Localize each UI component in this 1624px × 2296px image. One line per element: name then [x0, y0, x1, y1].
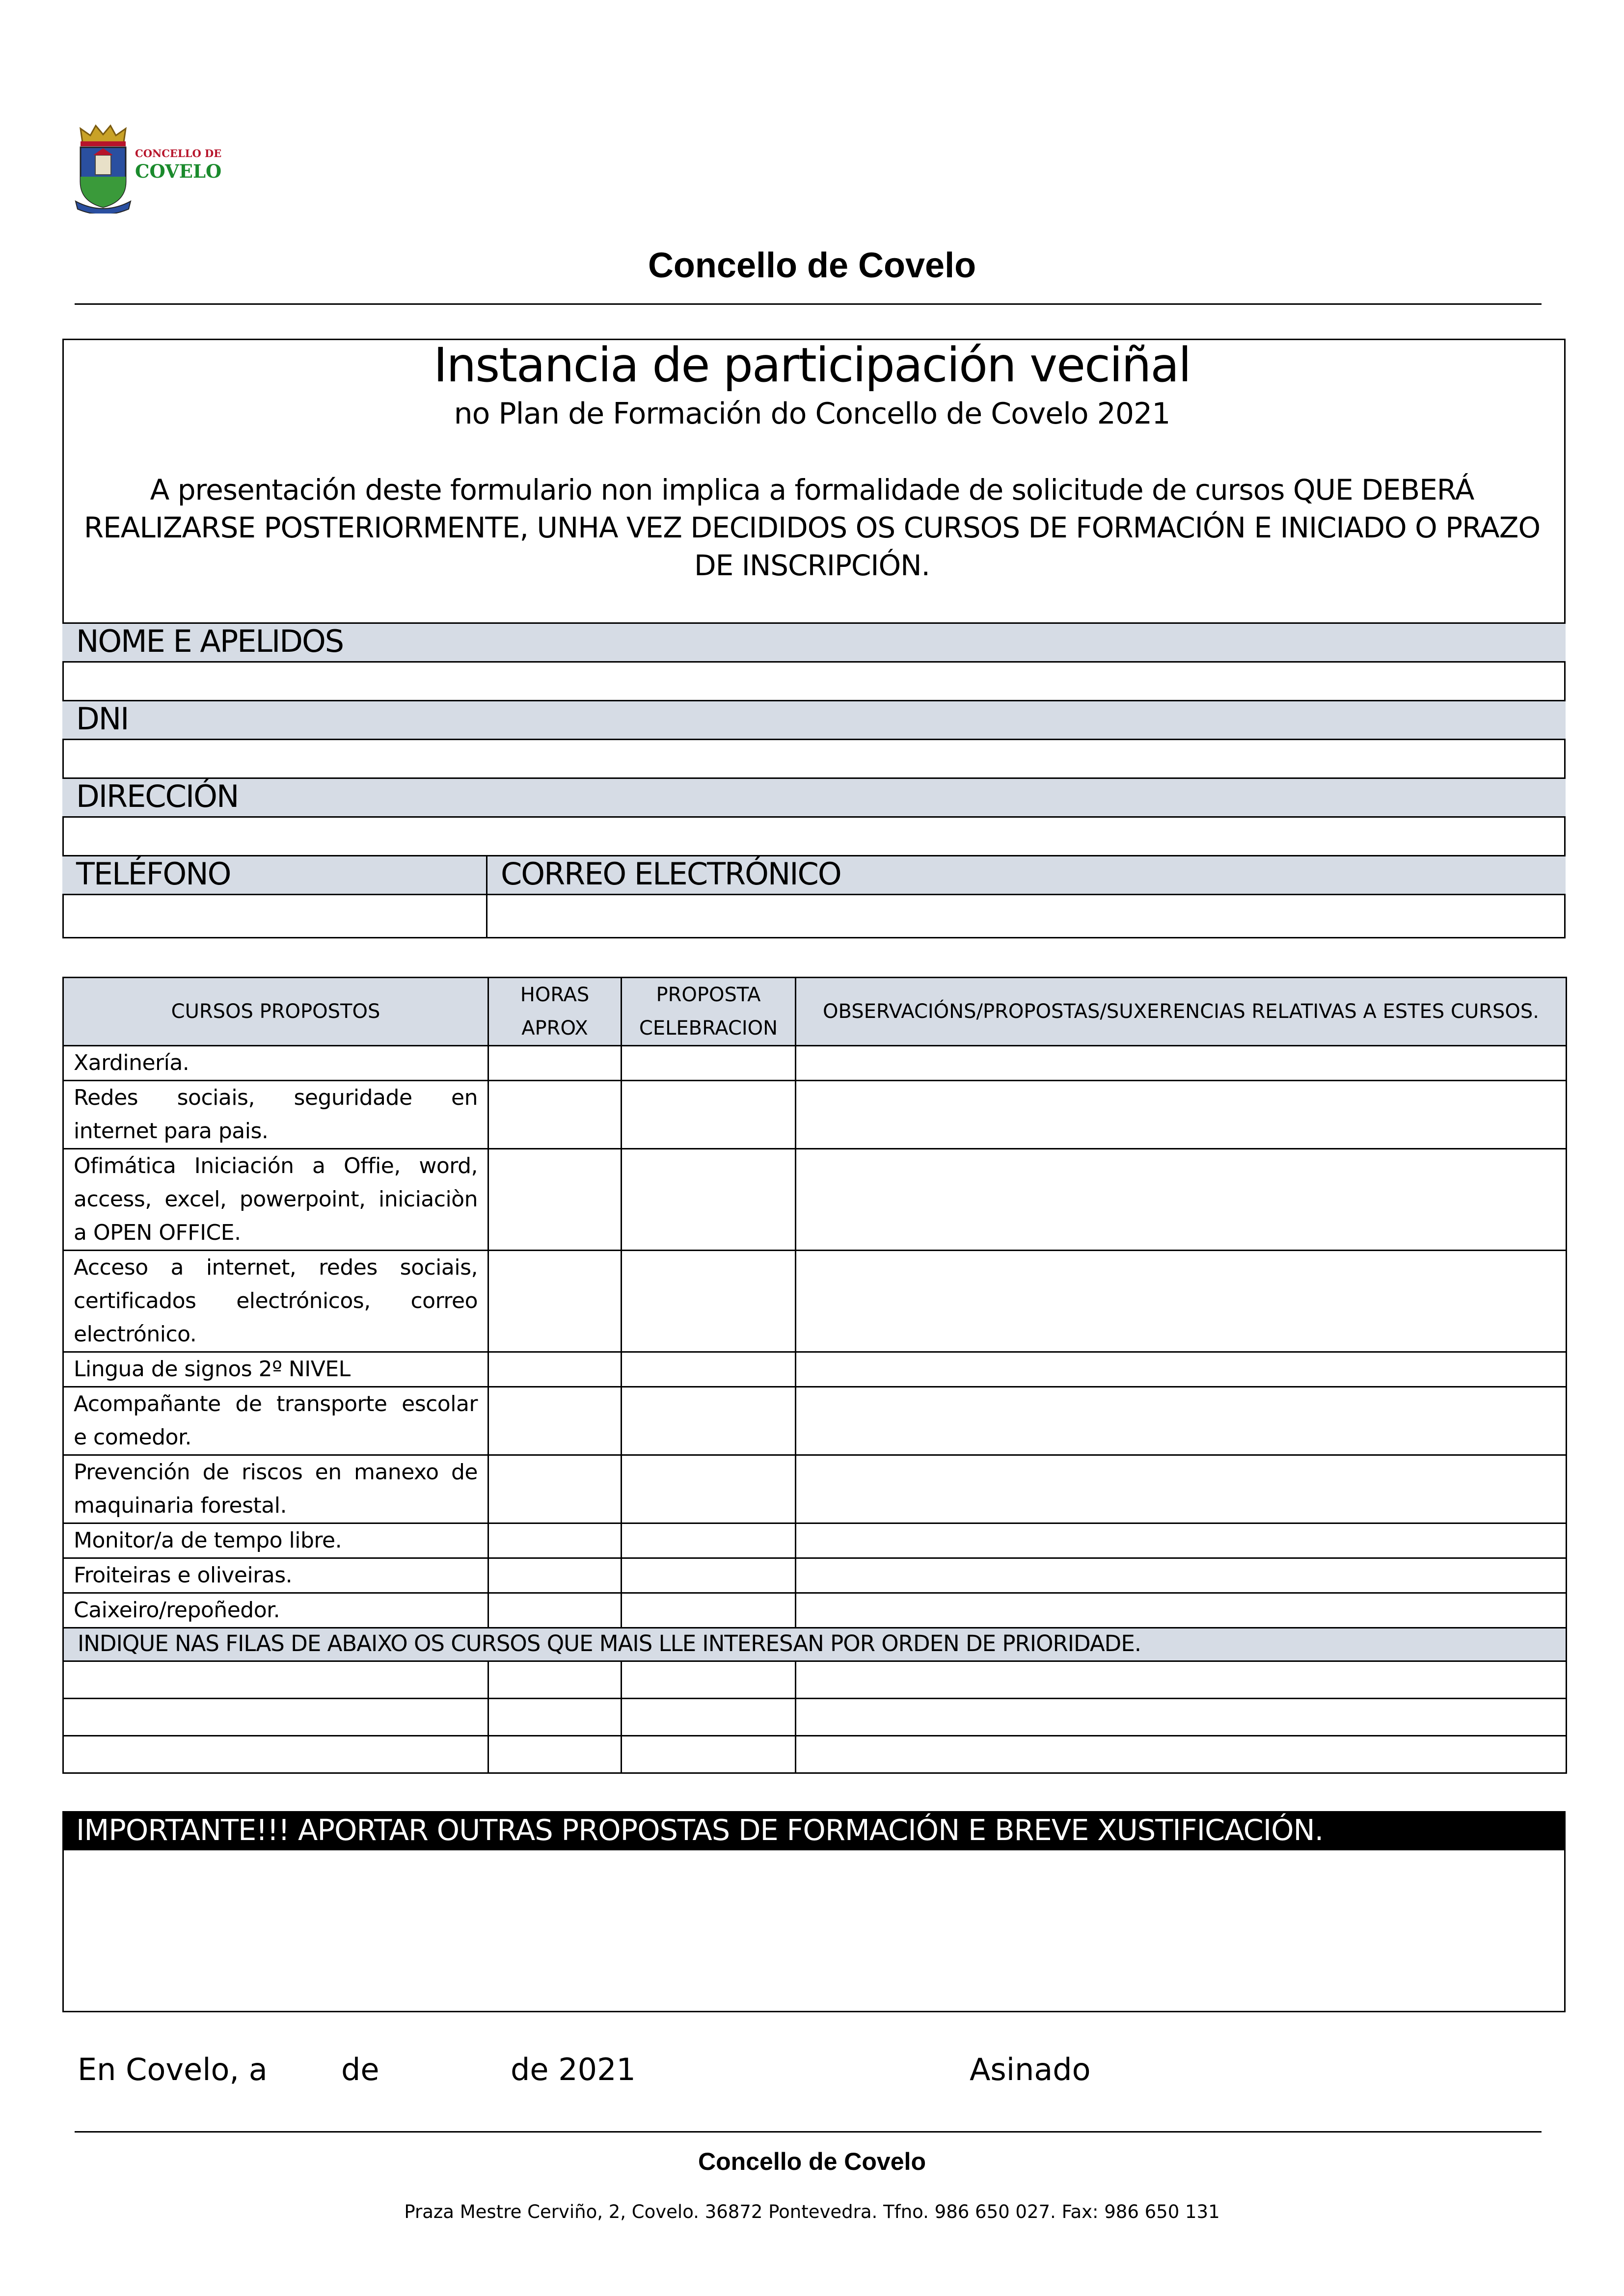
logo-text-covelo: COVELO — [135, 160, 222, 182]
course-name — [63, 1046, 488, 1081]
course-name — [63, 1455, 488, 1523]
priority-row — [63, 1661, 1567, 1699]
course-hours-cell[interactable] — [488, 1046, 622, 1081]
dni-label: DNI — [62, 700, 1566, 740]
header-hours: HORAS APROX — [488, 978, 622, 1046]
course-name-line: Acompañante de transporte escolar — [74, 1391, 478, 1416]
priority-proposal-cell[interactable] — [622, 1699, 796, 1736]
signature-signed: Asinado — [970, 2052, 1091, 2087]
signature-year: de 2021 — [511, 2052, 636, 2087]
coat-of-arms-icon — [74, 123, 133, 214]
course-proposal-cell[interactable] — [622, 1081, 796, 1149]
course-name — [63, 1387, 488, 1455]
priority-hours-cell[interactable] — [488, 1699, 622, 1736]
course-observations-cell[interactable] — [796, 1149, 1567, 1251]
course-name-line: Redes sociais, seguridade en — [74, 1085, 478, 1110]
priority-note-row — [63, 1628, 1567, 1661]
priority-proposal-cell[interactable] — [622, 1736, 796, 1773]
address-input-area[interactable] — [64, 818, 1564, 855]
course-name-line: Lingua de signos 2º NIVEL — [74, 1357, 351, 1382]
form-subtitle: no Plan de Formación do Concello de Covelo 2021 — [454, 397, 1170, 431]
priority-note: INDIQUE NAS FILAS DE ABAIXO OS CURSOS QUE MAIS LLE INTERESAN POR ORDEN DE PRIORIDADE. — [63, 1628, 1567, 1661]
priority-hours-cell[interactable] — [488, 1736, 622, 1773]
concello-logo — [74, 123, 236, 214]
course-name-line: electrónico. — [74, 1322, 197, 1347]
course-row — [63, 1352, 1567, 1387]
course-proposal-cell[interactable] — [622, 1387, 796, 1455]
course-name — [63, 1149, 488, 1251]
header-observations: OBSERVACIÓNS/PROPOSTAS/SUXERENCIAS RELATIVAS A ESTES CURSOS. — [796, 978, 1567, 1046]
email-label: CORREO ELECTRÓNICO — [501, 856, 841, 892]
priority-observations-cell[interactable] — [796, 1661, 1567, 1699]
course-row — [63, 1251, 1567, 1352]
priority-observations-cell[interactable] — [796, 1736, 1567, 1773]
email-input-area[interactable] — [488, 895, 1564, 937]
course-observations-cell[interactable] — [796, 1455, 1567, 1523]
course-hours-cell[interactable] — [488, 1081, 622, 1149]
form-title: Instancia de participación veciñal — [433, 338, 1191, 393]
priority-course-cell[interactable] — [63, 1699, 488, 1736]
logo-text-concello: CONCELLO DE — [135, 147, 222, 160]
signature-de: de — [341, 2052, 379, 2087]
address-label: DIRECCIÓN — [62, 777, 1566, 818]
course-observations-cell[interactable] — [796, 1251, 1567, 1352]
course-observations-cell[interactable] — [796, 1523, 1567, 1558]
courses-table — [62, 977, 1567, 1774]
priority-row — [63, 1699, 1567, 1736]
name-input-area[interactable] — [64, 663, 1564, 700]
contact-divider — [486, 855, 487, 938]
footer-address: Praza Mestre Cerviño, 2, Covelo. 36872 Pontevedra. Tfno. 986 650 027. Fax: 986 650 131 — [404, 2201, 1220, 2222]
course-proposal-cell[interactable] — [622, 1149, 796, 1251]
priority-course-cell[interactable] — [63, 1736, 488, 1773]
course-name — [63, 1251, 488, 1352]
priority-hours-cell[interactable] — [488, 1661, 622, 1699]
course-name-line: a OPEN OFFICE. — [74, 1220, 241, 1245]
header-title: Concello de Covelo — [648, 246, 976, 285]
course-name-line: certificados electrónicos, correo — [74, 1288, 478, 1313]
course-row — [63, 1387, 1567, 1455]
course-hours-cell[interactable] — [488, 1387, 622, 1455]
course-row — [63, 1558, 1567, 1593]
course-name-line: internet para pais. — [74, 1119, 269, 1144]
course-name-line: Xardinería. — [74, 1050, 189, 1075]
course-name-line: maquinaria forestal. — [74, 1493, 287, 1518]
course-proposal-cell[interactable] — [622, 1455, 796, 1523]
course-observations-cell[interactable] — [796, 1387, 1567, 1455]
course-name-line: access, excel, powerpoint, iniciaciòn — [74, 1187, 478, 1212]
header-divider — [75, 303, 1542, 305]
course-name-line: Acceso a internet, redes sociais, — [74, 1255, 478, 1280]
name-label: NOME E APELIDOS — [62, 622, 1566, 663]
phone-input-area[interactable] — [64, 895, 485, 937]
course-proposal-cell[interactable] — [622, 1251, 796, 1352]
footer-divider — [75, 2131, 1542, 2133]
priority-observations-cell[interactable] — [796, 1699, 1567, 1736]
course-row — [63, 1081, 1567, 1149]
course-hours-cell[interactable] — [488, 1593, 622, 1628]
course-name-line: Ofimática Iniciación a Offie, word, — [74, 1153, 478, 1178]
course-observations-cell[interactable] — [796, 1593, 1567, 1628]
course-proposal-cell[interactable] — [622, 1593, 796, 1628]
priority-row — [63, 1736, 1567, 1773]
courses-header-row — [63, 978, 1567, 1046]
course-hours-cell[interactable] — [488, 1251, 622, 1352]
dni-input-area[interactable] — [64, 740, 1564, 777]
important-input-area[interactable] — [64, 1851, 1564, 2011]
course-row — [63, 1455, 1567, 1523]
course-hours-cell[interactable] — [488, 1455, 622, 1523]
header-course: CURSOS PROPOSTOS — [63, 978, 488, 1046]
contact-label-row — [62, 855, 1566, 895]
course-proposal-cell[interactable] — [622, 1046, 796, 1081]
course-name-line: Caixeiro/repoñedor. — [74, 1598, 280, 1623]
important-label: IMPORTANTE!!! APORTAR OUTRAS PROPOSTAS DE FORMACIÓN E BREVE XUSTIFICACIÓN. — [62, 1811, 1566, 1850]
course-name — [63, 1523, 488, 1558]
course-name — [63, 1593, 488, 1628]
course-row — [63, 1046, 1567, 1081]
priority-course-cell[interactable] — [63, 1661, 488, 1699]
course-name-line: Prevención de riscos en manexo de — [74, 1460, 478, 1485]
course-name-line: Froiteiras e oliveiras. — [74, 1563, 293, 1588]
header-proposal: PROPOSTA CELEBRACION — [622, 978, 796, 1046]
form-notice: A presentación deste formulario non implica a formalidade de solicitude de cursos QUE DEBERÁ REALIZARSE POSTERIORMENTE, UNHA VEZ DECIDIDOS OS CURSOS DE FORMACIÓN E INICIADO O PRAZO DE INSCRIPCIÓN. — [83, 473, 1541, 582]
course-name — [63, 1352, 488, 1387]
footer-title: Concello de Covelo — [698, 2148, 926, 2175]
course-hours-cell[interactable] — [488, 1352, 622, 1387]
course-hours-cell[interactable] — [488, 1523, 622, 1558]
course-row — [63, 1149, 1567, 1251]
course-proposal-cell[interactable] — [622, 1558, 796, 1593]
course-observations-cell[interactable] — [796, 1081, 1567, 1149]
course-proposal-cell[interactable] — [622, 1523, 796, 1558]
course-hours-cell[interactable] — [488, 1149, 622, 1251]
priority-proposal-cell[interactable] — [622, 1661, 796, 1699]
course-name-line: Monitor/a de tempo libre. — [74, 1528, 342, 1553]
course-hours-cell[interactable] — [488, 1558, 622, 1593]
course-proposal-cell[interactable] — [622, 1352, 796, 1387]
course-observations-cell[interactable] — [796, 1352, 1567, 1387]
course-name — [63, 1558, 488, 1593]
course-row — [63, 1593, 1567, 1628]
course-name-line: e comedor. — [74, 1425, 191, 1450]
course-observations-cell[interactable] — [796, 1046, 1567, 1081]
course-row — [63, 1523, 1567, 1558]
course-observations-cell[interactable] — [796, 1558, 1567, 1593]
signature-place: En Covelo, a — [78, 2052, 268, 2087]
phone-label: TELÉFONO — [76, 856, 231, 892]
course-name — [63, 1081, 488, 1149]
